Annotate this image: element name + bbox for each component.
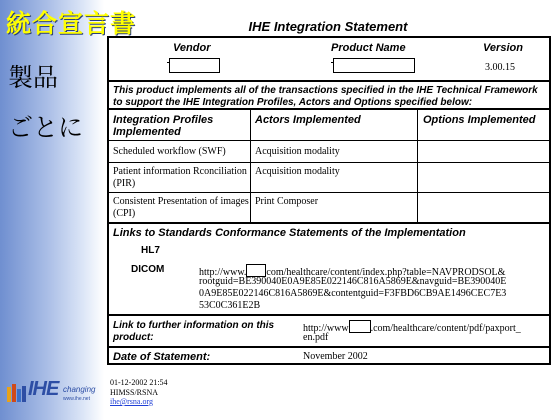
side-label-each: ごとに: [8, 113, 84, 142]
further-link-rest: .com/healthcare/content/pdf/paxport_: [370, 323, 521, 334]
dicom-link-prefix: http://www.: [199, 267, 247, 278]
logo-figures-icon: [6, 382, 28, 404]
further-info-link-line1[interactable]: [303, 320, 521, 335]
date-label: Date of Statement:: [113, 351, 211, 363]
footer-email-link[interactable]: ihe@rsna.org: [110, 397, 153, 406]
product-name-label: Product Name: [331, 42, 406, 54]
dicom-link-line3[interactable]: 0A9E85E022146C816A5869E&contentguid=F3FBD6CB9AE1496CEC7E3: [199, 288, 507, 299]
vendor-section: [109, 38, 549, 80]
side-label-products: 製品: [8, 63, 59, 92]
table-row-rule: [109, 192, 549, 193]
table-cell-actor: Acquisition modality: [255, 166, 340, 177]
further-info-link-line2[interactable]: en.pdf: [303, 332, 329, 343]
document-title: IHE Integration Statement: [248, 19, 408, 34]
profiles-table: [109, 108, 549, 222]
standards-heading: Links to Standards Conformance Statements of the Implementation: [113, 227, 466, 239]
table-cell-profile: Scheduled workflow (SWF): [113, 146, 226, 157]
footer: [110, 378, 168, 407]
version-value: 3.00.15: [485, 62, 515, 73]
table-cell-profile: Patient information Rconciliation (PIR): [113, 166, 247, 189]
further-info-section: [109, 314, 549, 346]
logo-url: www.ihe.net: [63, 396, 90, 402]
intro-text: This product implements all of the transactions specified in the IHE Technical Framework to support the IHE Integration Profiles, Actors and Options specified below:: [113, 85, 538, 108]
further-info-label: Link to further information on this product:: [113, 320, 275, 343]
integration-statement: [107, 36, 551, 365]
date-value: November 2002: [303, 351, 368, 362]
table-header-actors: Actors Implemented: [255, 114, 361, 126]
footer-org: HIMSS/RSNA: [110, 387, 159, 397]
slide-title: 統合宣言書: [6, 9, 137, 38]
table-divider: [250, 110, 251, 222]
logo-word: IHE: [28, 378, 59, 400]
table-cell-actor: Acquisition modality: [255, 146, 340, 157]
intro-section: [109, 80, 549, 108]
dicom-label: DICOM: [131, 264, 165, 275]
dicom-link-rest: com/healthcare/content/index.php?table=NAVPRODSOL&: [266, 267, 506, 278]
product-redaction: [333, 58, 415, 73]
table-cell-profile: Consistent Presentation of images (CPI): [113, 196, 249, 219]
further-link-prefix: http://www: [303, 323, 349, 334]
standards-section: [109, 222, 549, 314]
footer-timestamp: 01-12-2002 21:54: [110, 378, 168, 387]
version-label: Version: [483, 42, 523, 54]
table-divider: [417, 110, 418, 222]
table-row-rule: [109, 162, 549, 163]
vendor-label: Vendor: [173, 42, 211, 54]
table-cell-actor: Print Composer: [255, 196, 319, 207]
logo-tagline: changing: [63, 385, 96, 394]
dicom-link-line2[interactable]: rootguid=BE390040E0A9E85E022146C816A5869E&navguid=BE390040E: [199, 276, 507, 287]
table-header-rule: [109, 140, 549, 141]
further-link-redaction: [349, 320, 371, 333]
date-section: [109, 346, 549, 365]
dicom-link-line4[interactable]: 53C0C361E2B: [199, 300, 261, 311]
table-header-profiles: Integration Profiles Implemented: [113, 114, 214, 138]
hl7-label: HL7: [141, 245, 160, 256]
ihe-logo: [6, 376, 98, 416]
vendor-redaction: [169, 58, 220, 73]
table-header-options: Options Implemented: [423, 114, 536, 126]
